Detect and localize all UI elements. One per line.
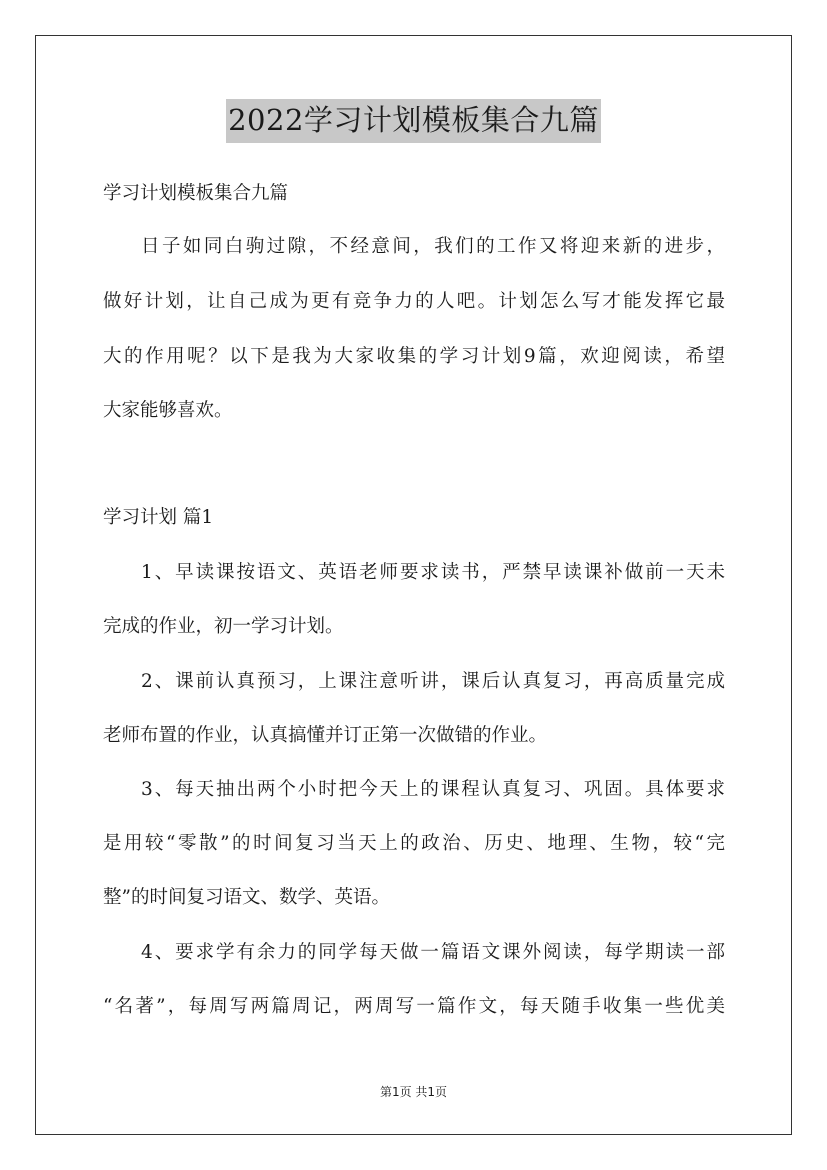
item-line: 2、课前认真预习，上课注意听讲，课后认真复习，再高质量完成 bbox=[141, 671, 725, 692]
intro-line: 大的作用呢？以下是我为大家收集的学习计划9篇，欢迎阅读，希望 bbox=[103, 346, 725, 367]
section-heading: 学习计划 篇1 bbox=[103, 507, 214, 528]
document-title: 2022学习计划模板集合九篇 bbox=[226, 99, 601, 143]
intro-line: 做好计划，让自己成为更有竞争力的人吧。计划怎么写才能发挥它最 bbox=[103, 291, 725, 312]
item-line: 整”的时间复习语文、数学、英语。 bbox=[103, 887, 390, 908]
intro-line: 日子如同白驹过隙，不经意间，我们的工作又将迎来新的进步， bbox=[141, 236, 725, 257]
title-container bbox=[0, 99, 827, 143]
page-number: 第1页 共1页 bbox=[379, 1085, 448, 1099]
item-line: 1、早读课按语文、英语老师要求读书，严禁早读课补做前一天未 bbox=[141, 562, 725, 583]
item-line: 4、要求学有余力的同学每天做一篇语文课外阅读，每学期读一部 bbox=[141, 942, 725, 963]
item-line: “名著”，每周写两篇周记，两周写一篇作文，每天随手收集一些优美 bbox=[103, 996, 725, 1017]
document-subtitle: 学习计划模板集合九篇 bbox=[103, 183, 289, 204]
item-line: 是用较“零散”的时间复习当天上的政治、历史、地理、生物，较“完 bbox=[103, 833, 725, 854]
item-line: 3、每天抽出两个小时把今天上的课程认真复习、巩固。具体要求 bbox=[141, 779, 725, 800]
item-line: 完成的作业，初一学习计划。 bbox=[103, 616, 344, 637]
item-line: 老师布置的作业，认真搞懂并订正第一次做错的作业。 bbox=[103, 725, 548, 746]
intro-line: 大家能够喜欢。 bbox=[103, 400, 233, 421]
